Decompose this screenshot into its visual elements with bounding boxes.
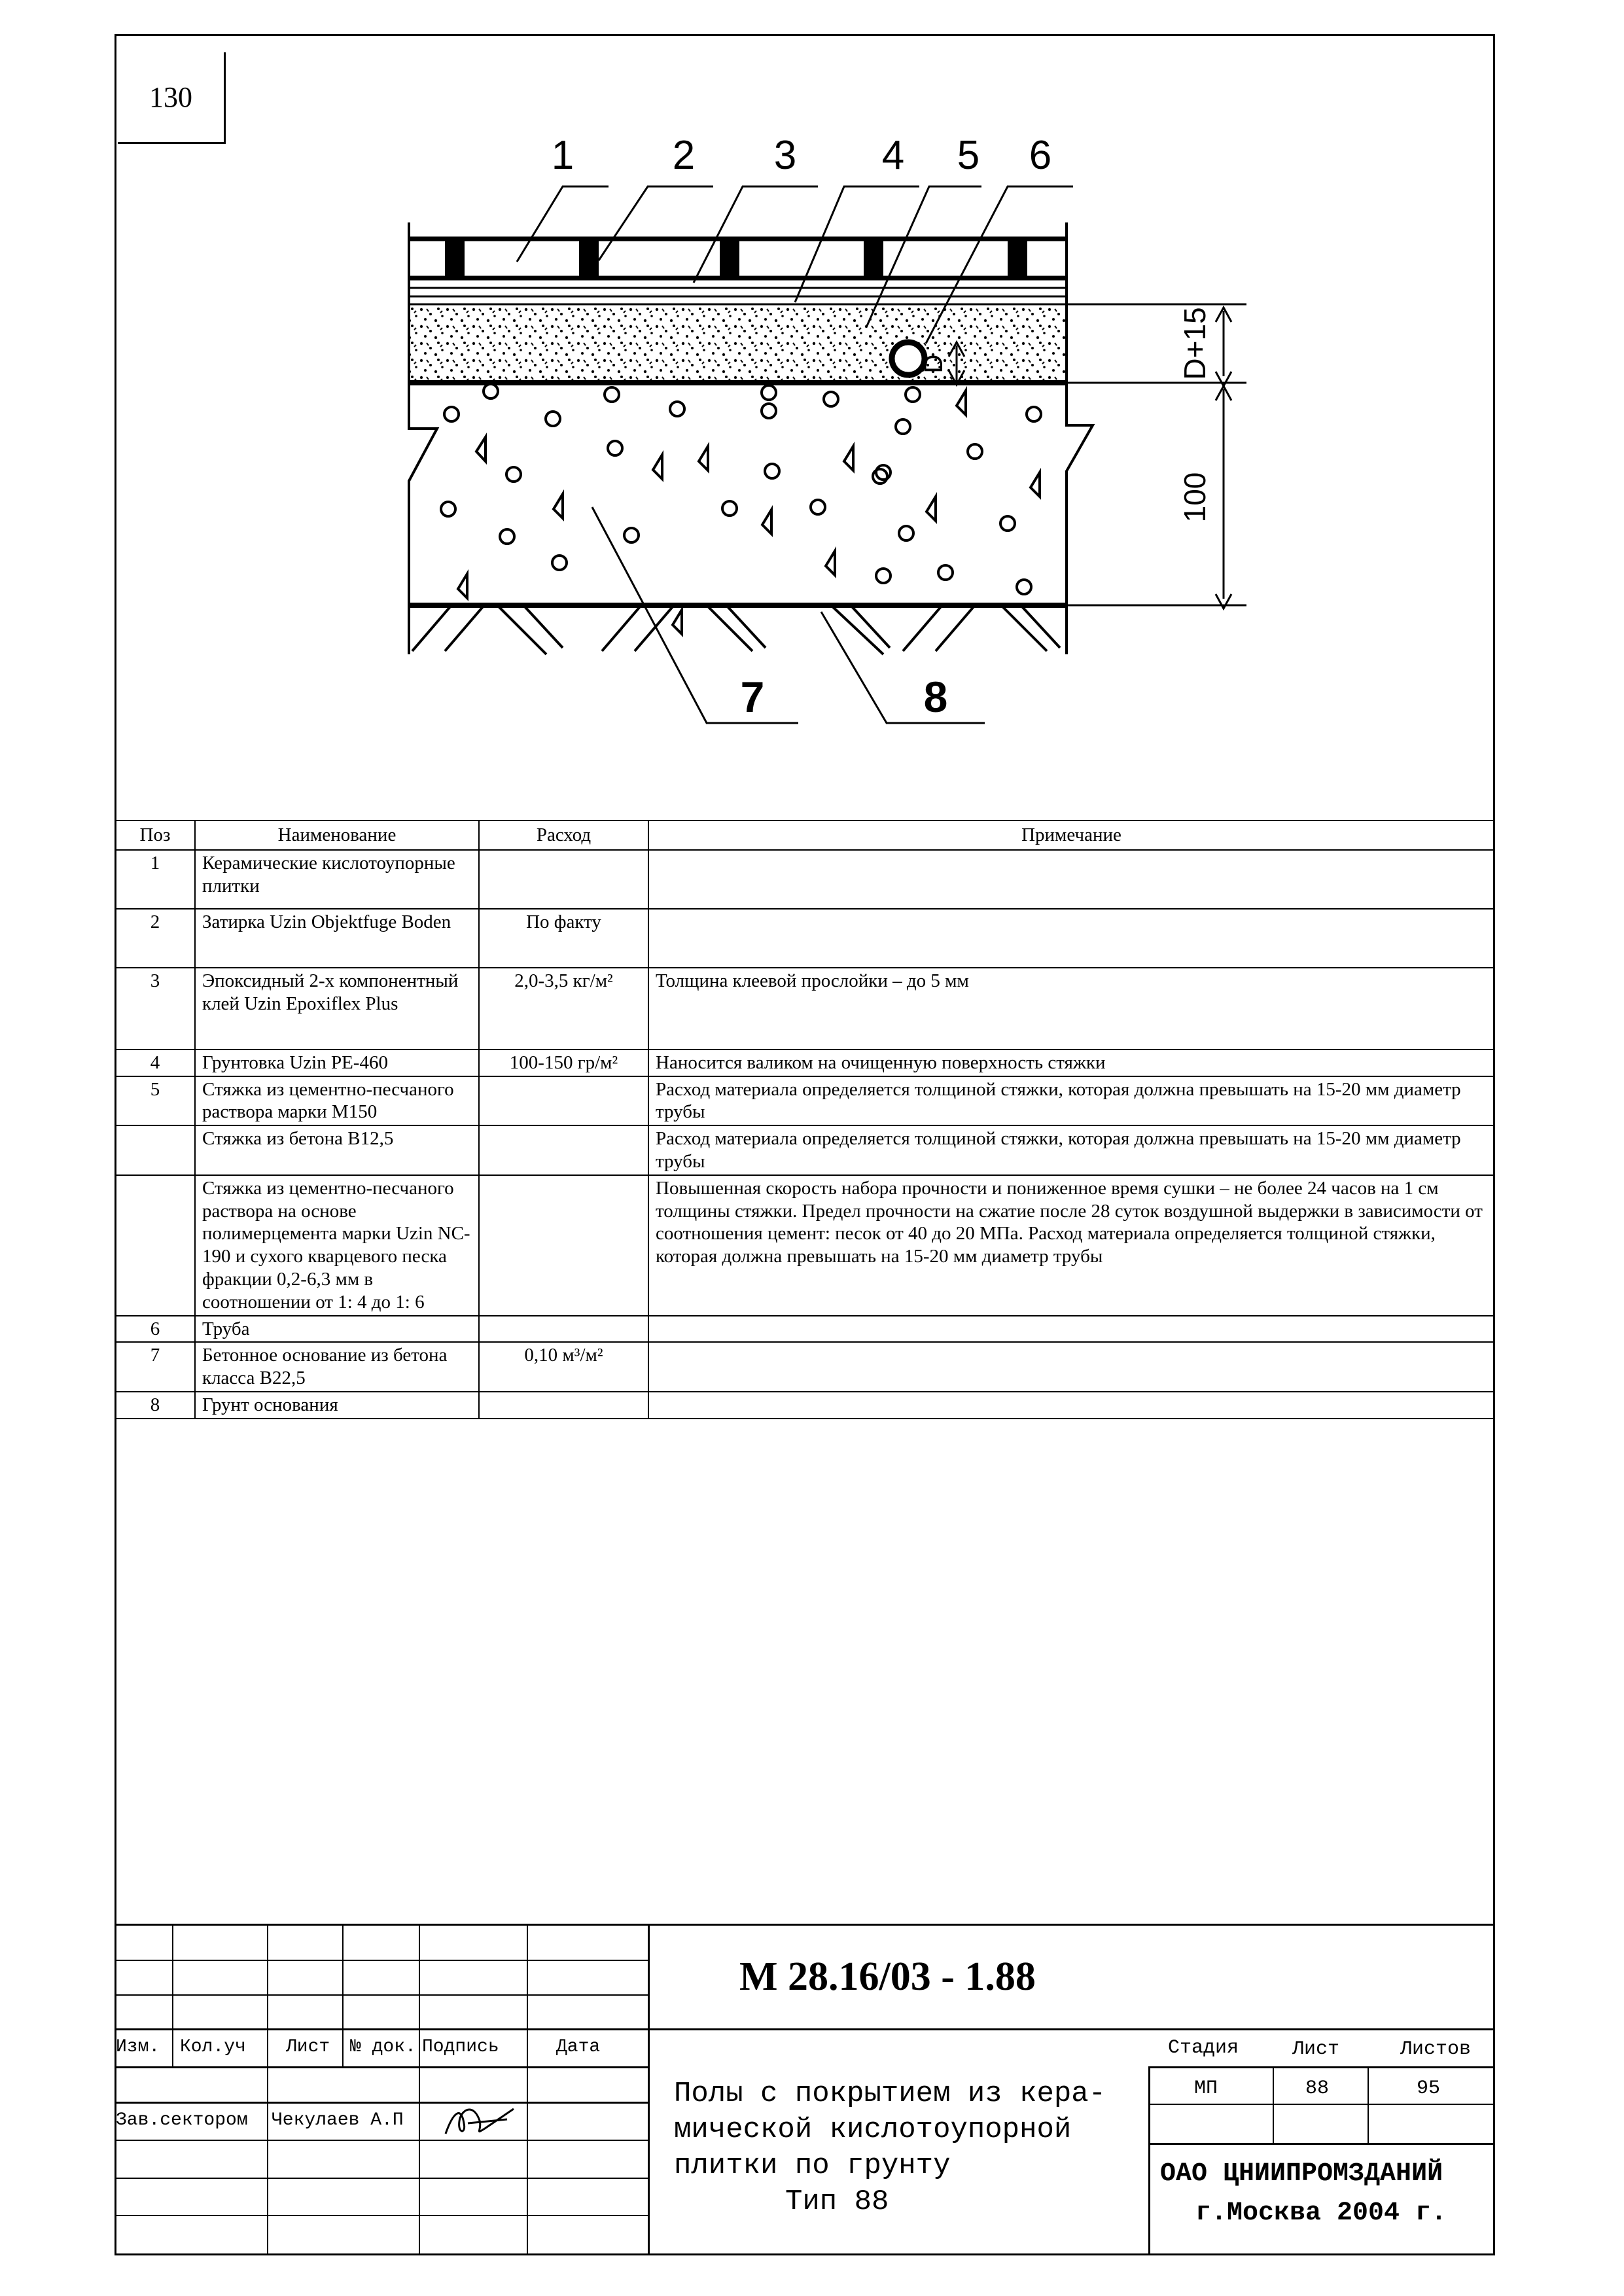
cell-rate (479, 1076, 648, 1126)
title-line-1: Полы с покрытием из кера- (674, 2077, 1106, 2110)
role-label: Зав.сектором (116, 2110, 248, 2130)
cell-note: Расход материала определяется толщиной стяжки, которая должна превышать на 15-20 мм диаметр трубы (648, 1076, 1494, 1126)
header-name: Наименование (195, 821, 479, 850)
header-pos: Поз (115, 821, 195, 850)
cell-note: Толщина клеевой прослойки – до 5 мм (648, 968, 1494, 1050)
cell-pos: 4 (115, 1050, 195, 1076)
cell-note (648, 909, 1494, 968)
callout-4: 4 (881, 133, 905, 178)
title-line-4: Тип 88 (785, 2185, 889, 2218)
title-block (115, 1924, 1495, 2255)
dimension-base-label: 100 (1178, 472, 1212, 523)
cell-rate (479, 1392, 648, 1419)
stage-value: МП (1194, 2077, 1218, 2100)
floor-section-drawing (0, 0, 1624, 818)
col-doc: № док. (350, 2037, 416, 2057)
cell-name: Затирка Uzin Objektfuge Boden (195, 909, 479, 968)
cell-name: Грунт основания (195, 1392, 479, 1419)
title-line-3: плитки по грунту (674, 2149, 951, 2182)
col-sign: Подпись (422, 2037, 499, 2057)
cell-pos (115, 1125, 195, 1175)
callout-1: 1 (551, 133, 574, 178)
callout-3: 3 (773, 133, 797, 178)
col-kol: Кол.уч (180, 2037, 246, 2057)
cell-pos: 2 (115, 909, 195, 968)
sheet-value: 88 (1305, 2077, 1330, 2100)
cell-rate (479, 1175, 648, 1316)
sheets-label: Листов (1400, 2038, 1472, 2060)
organization-city-year: г.Москва 2004 г. (1195, 2199, 1447, 2228)
cell-note (648, 1316, 1494, 1343)
cell-name: Грунтовка Uzin PE-460 (195, 1050, 479, 1076)
stage-label: Стадия (1168, 2037, 1239, 2059)
callout-8: 8 (923, 673, 948, 721)
specification-table (115, 820, 1495, 1419)
cell-note: Повышенная скорость набора прочности и пониженное время сушки – не более 24 часов на 1 см толщины стяжки. Предел прочности на сжатие после 28 суток воздушной выдержки в зависимости от соотношения цемент: песок от 40 до 20 МПа. Расход материала определяется толщиной стяжки, которая должна превышать на 15-20 мм диаметр трубы (648, 1175, 1494, 1316)
col-list: Лист (286, 2037, 330, 2057)
table-row (115, 1050, 1494, 1076)
dimension-pipe-label: D (919, 354, 948, 374)
header-note: Примечание (648, 821, 1494, 850)
table-row (115, 850, 1494, 909)
cell-note (648, 1342, 1494, 1392)
table-header-row (115, 821, 1494, 850)
dimension-screed-label: D+15 (1178, 307, 1212, 380)
sheets-value: 95 (1417, 2077, 1441, 2100)
table-row (115, 968, 1494, 1050)
table-row (115, 909, 1494, 968)
cell-name: Труба (195, 1316, 479, 1343)
table-row (115, 1392, 1494, 1419)
cell-rate (479, 1316, 648, 1343)
cell-name: Стяжка из цементно-песчаного раствора марки М150 (195, 1076, 479, 1126)
cell-rate: 100-150 гр/м² (479, 1050, 648, 1076)
cell-pos: 1 (115, 850, 195, 909)
cell-note (648, 1392, 1494, 1419)
cell-name: Стяжка из бетона В12,5 (195, 1125, 479, 1175)
cell-pos: 8 (115, 1392, 195, 1419)
col-izm: Изм. (116, 2037, 160, 2057)
callout-6: 6 (1029, 133, 1052, 178)
page-number: 130 (118, 52, 226, 144)
cell-rate (479, 1125, 648, 1175)
title-line-2: мической кислотоупорной (674, 2113, 1072, 2146)
table-row (115, 1316, 1494, 1343)
sheet-label: Лист (1292, 2038, 1340, 2060)
cell-rate (479, 850, 648, 909)
cell-rate: 2,0-3,5 кг/м² (479, 968, 648, 1050)
person-name: Чекулаев А.П (272, 2110, 404, 2130)
cell-note (648, 850, 1494, 909)
callout-7: 7 (740, 673, 765, 721)
callout-5: 5 (957, 133, 980, 178)
cell-pos: 3 (115, 968, 195, 1050)
callout-2: 2 (672, 133, 696, 178)
table-row (115, 1076, 1494, 1126)
cell-pos: 6 (115, 1316, 195, 1343)
table-row (115, 1175, 1494, 1316)
col-date: Дата (556, 2037, 601, 2057)
cell-pos: 7 (115, 1342, 195, 1392)
cell-name: Керамические кислотоупорные плитки (195, 850, 479, 909)
table-row (115, 1342, 1494, 1392)
cell-rate: По факту (479, 909, 648, 968)
cell-name: Бетонное основание из бетона класса В22,5 (195, 1342, 479, 1392)
cell-pos: 5 (115, 1076, 195, 1126)
signature (442, 2104, 520, 2140)
cell-note: Расход материала определяется толщиной стяжки, которая должна превышать на 15-20 мм диаметр трубы (648, 1125, 1494, 1175)
cell-note: Наносится валиком на очищенную поверхность стяжки (648, 1050, 1494, 1076)
cell-name: Стяжка из цементно-песчаного раствора на основе полимерцемента марки Uzin NC-190 и сухого кварцевого песка фракции 0,2-6,3 мм в соотношении от 1: 4 до 1: 6 (195, 1175, 479, 1316)
cell-pos (115, 1175, 195, 1316)
header-rate: Расход (479, 821, 648, 850)
document-code: М 28.16/03 - 1.88 (739, 1954, 1036, 1999)
organization-name: ОАО ЦНИИПРОМЗДАНИЙ (1160, 2159, 1443, 2189)
cell-rate: 0,10 м³/м² (479, 1342, 648, 1392)
cell-name: Эпоксидный 2-х компонентный клей Uzin Epoxiflex Plus (195, 968, 479, 1050)
table-row (115, 1125, 1494, 1175)
